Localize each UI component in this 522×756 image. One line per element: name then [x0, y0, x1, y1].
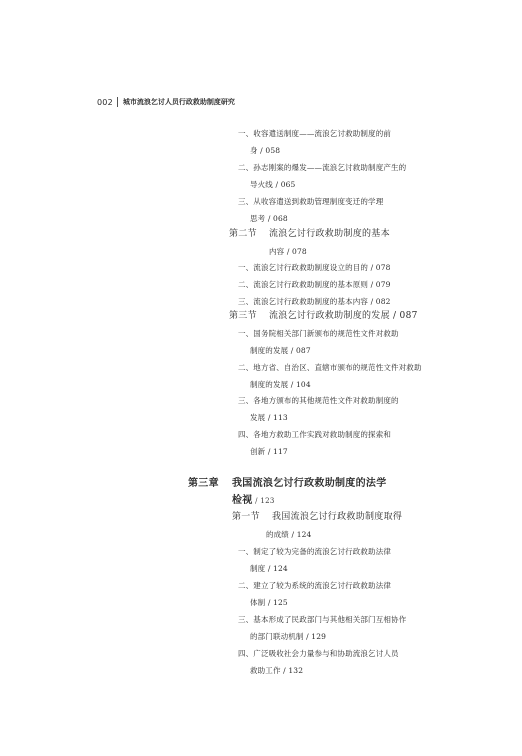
toc-entry: 二、建立了较为系统的流浪乞讨行政救助法律 — [238, 581, 391, 590]
toc-entry: 四、广泛吸收社会力量参与和协助流浪乞讨人员 — [238, 649, 399, 658]
toc-entry: 三、流浪乞讨行政救助制度的基本内容 / 082 — [238, 297, 391, 306]
toc-section — [229, 230, 390, 239]
toc-entry-continuation: 导火线 / 065 — [250, 180, 296, 189]
toc-entry: 一、制定了较为完备的流浪乞讨行政救助法律 — [238, 547, 391, 556]
toc-entry-continuation: 制度的发展 / 087 — [250, 346, 311, 355]
toc-entry-continuation: 救助工作 / 132 — [250, 666, 304, 675]
toc-section — [232, 513, 402, 522]
chapter-title-continuation: 检视 — [232, 495, 253, 506]
section-title: 流浪乞讨行政救助制度的基本 — [269, 229, 390, 239]
chapter-label: 第三章 — [188, 478, 219, 489]
toc-entry-continuation: 制度的发展 / 104 — [250, 380, 311, 389]
toc-entry: 一、国务院相关部门新颁布的规范性文件对救助 — [238, 329, 399, 338]
toc-entry-continuation: 思考 / 068 — [250, 214, 288, 223]
section-label: 第二节 — [229, 229, 257, 239]
toc-entry: 一、收容遣送制度——流浪乞讨救助制度的前 — [238, 129, 391, 138]
toc-entry-continuation: 创新 / 117 — [250, 447, 288, 456]
toc-entry: 二、流浪乞讨行政救助制度的基本原则 / 079 — [238, 280, 391, 289]
toc-entry-continuation: 发展 / 113 — [250, 413, 288, 422]
toc-entry-continuation: 身 / 058 — [250, 146, 281, 155]
toc-chapter-continuation — [232, 496, 275, 506]
toc-entry: 四、各地方救助工作实践对救助制度的探索和 — [238, 430, 391, 439]
section-label: 第一节 — [232, 512, 260, 522]
running-header — [97, 95, 235, 109]
toc-entry: 二、孙志刚案的爆发——流浪乞讨救助制度产生的 — [238, 163, 407, 172]
chapter-title: 我国流浪乞讨行政救助制度的法学 — [232, 478, 387, 489]
toc-entry: 三、基本形成了民政部门与其他相关部门互相协作 — [238, 615, 407, 624]
section-title: 我国流浪乞讨行政救助制度取得 — [272, 512, 403, 522]
toc-entry: 二、地方省、自治区、直辖市颁布的规范性文件对救助 — [238, 363, 422, 372]
toc-section-continuation: 的成绩 / 124 — [266, 530, 312, 539]
toc-entry: 三、从收容遣送到救助管理制度变迁的学理 — [238, 197, 384, 206]
section-label: 第三节 — [229, 311, 257, 321]
toc-entry-continuation: 制度 / 124 — [250, 564, 288, 573]
toc-entry-continuation: 的部门联动机制 / 129 — [250, 632, 327, 641]
toc-section-continuation: 内容 / 078 — [269, 247, 307, 256]
toc-section — [229, 312, 418, 321]
toc-entry: 三、各地方颁布的其他规范性文件对救助制度的 — [238, 396, 399, 405]
book-title: 城市流浪乞讨人员行政救助制度研究 — [122, 98, 235, 106]
toc-entry-continuation: 体制 / 125 — [250, 598, 288, 607]
header-divider — [117, 97, 118, 107]
toc-entry: 一、流浪乞讨行政救助制度设立的目的 / 078 — [238, 263, 391, 272]
chapter-page: / 123 — [252, 497, 275, 505]
page-number: 002 — [97, 97, 113, 107]
toc-chapter — [188, 479, 387, 489]
section-title: 流浪乞讨行政救助制度的发展 / 087 — [269, 311, 418, 321]
